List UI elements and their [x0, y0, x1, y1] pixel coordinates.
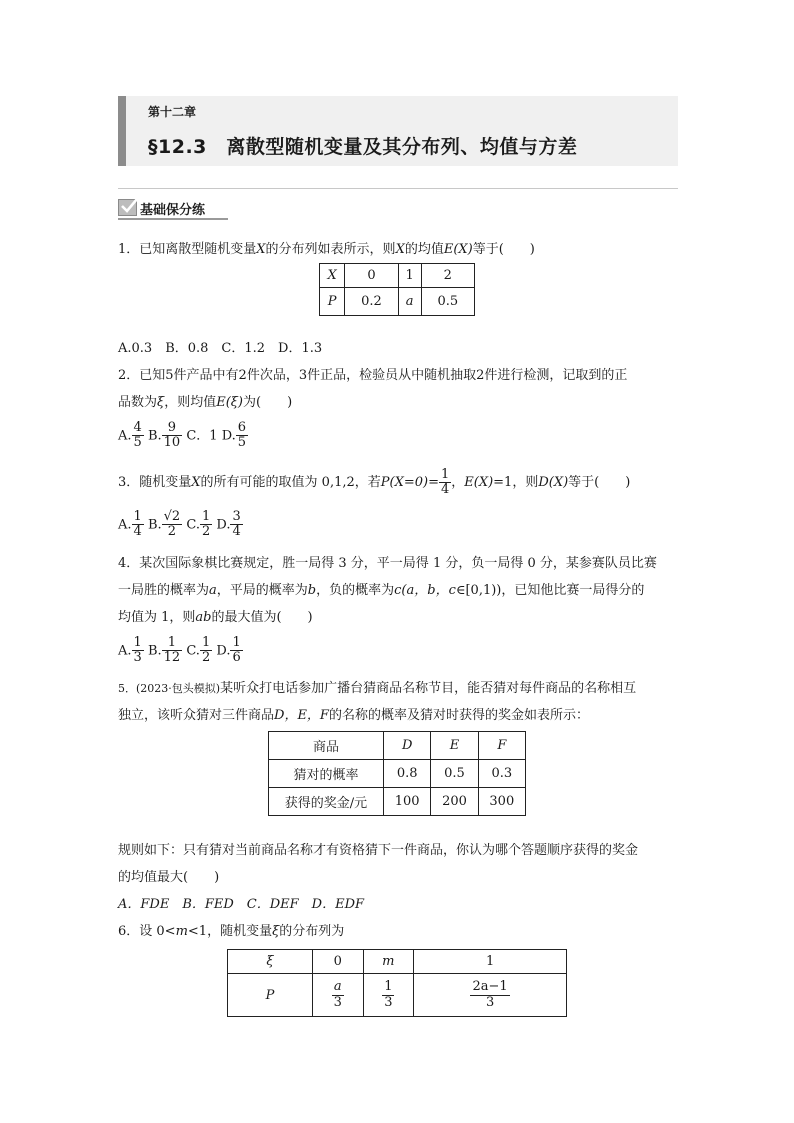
question-2-options: A. $\frac{4}{5}$ B. $\frac{9}{10}$ C．1 D. $\frac{6}{5}$ — [118, 420, 247, 451]
question-5-table: 商品 D E F 猜对的概率 0.8 0.5 0.3 获得的奖金/元 100 200 300 — [268, 731, 526, 816]
question-1-table: X 0 1 2 P 0.2 a 0.5 — [319, 263, 475, 316]
question-3-options: A. $\frac{1}{4}$ B. $\frac{√2}{2}$ C. $\frac{1}{2}$ D. $\frac{3}{4}$ — [118, 509, 241, 540]
question-2-line1: 2．已知5件产品中有2件次品，3件正品，检验员从中随机抽取2件进行检测，记取到的正 — [118, 368, 628, 383]
section-label: 基础保分练 — [140, 203, 206, 218]
question-6-table: ξ 0 m 1 P $\frac{a}{3}$ $\frac{1}{3}$ $\frac{2a-1}{3}$ — [227, 949, 567, 1017]
section-underline — [118, 218, 228, 220]
header-divider — [118, 188, 678, 189]
question-4-line1: 4．某次国际象棋比赛规定，胜一局得 3 分，平一局得 1 分，负一局得 0 分，某参赛队员比赛 — [118, 556, 657, 571]
question-5-line2: 独立，该听众猜对三件商品D，E，F的名称的概率及猜对时获得的奖金如表所示： — [118, 708, 589, 723]
question-5-rule-line1: 规则如下：只有猜对当前商品名称才有资格猜下一件商品，你认为哪个答题顺序获得的奖金 — [118, 843, 639, 858]
section-heading — [118, 198, 228, 220]
question-5-line1: 5．(2023·包头模拟)某听众打电话参加广播台猜商品名称节目，能否猜对每件商品的名称相互 — [118, 681, 637, 696]
checkbox-icon — [118, 199, 137, 216]
question-3-stem: 3．随机变量X的所有可能的取值为 0,1,2，若P(X=0)= $\frac{1}{4}$ ，E(X)=1，则D(X)等于( ) — [118, 466, 631, 497]
question-4-line3: 均值为 1，则ab的最大值为( ) — [118, 610, 313, 625]
banner-accent — [118, 96, 126, 166]
question-1-options: A.0.3 B．0.8 C．1.2 D．1.3 — [118, 341, 323, 356]
question-5-rule-line2: 的均值最大( ) — [118, 870, 220, 885]
question-6-stem: 6．设 0<m<1，随机变量ξ的分布列为 — [118, 924, 345, 939]
question-4-line2: 一局胜的概率为a，平局的概率为b，负的概率为c(a，b，c∈[0,1))，已知他比赛一局得分的 — [118, 583, 645, 598]
page-title: §12.3 离散型随机变量及其分布列、均值与方差 — [148, 136, 578, 158]
question-4-options: A. $\frac{1}{3}$ B. $\frac{1}{12}$ C. $\frac{1}{2}$ D. $\frac{1}{6}$ — [118, 635, 241, 666]
question-2-line2: 品数为ξ，则均值E(ξ)为( ) — [118, 395, 293, 410]
question-5-options: A．FDE B．FED C．DEF D．EDF — [118, 897, 365, 912]
question-1-stem: 1．已知离散型随机变量X的分布列如表所示，则X的均值E(X)等于( ) — [118, 242, 535, 257]
chapter-label: 第十二章 — [148, 105, 197, 119]
